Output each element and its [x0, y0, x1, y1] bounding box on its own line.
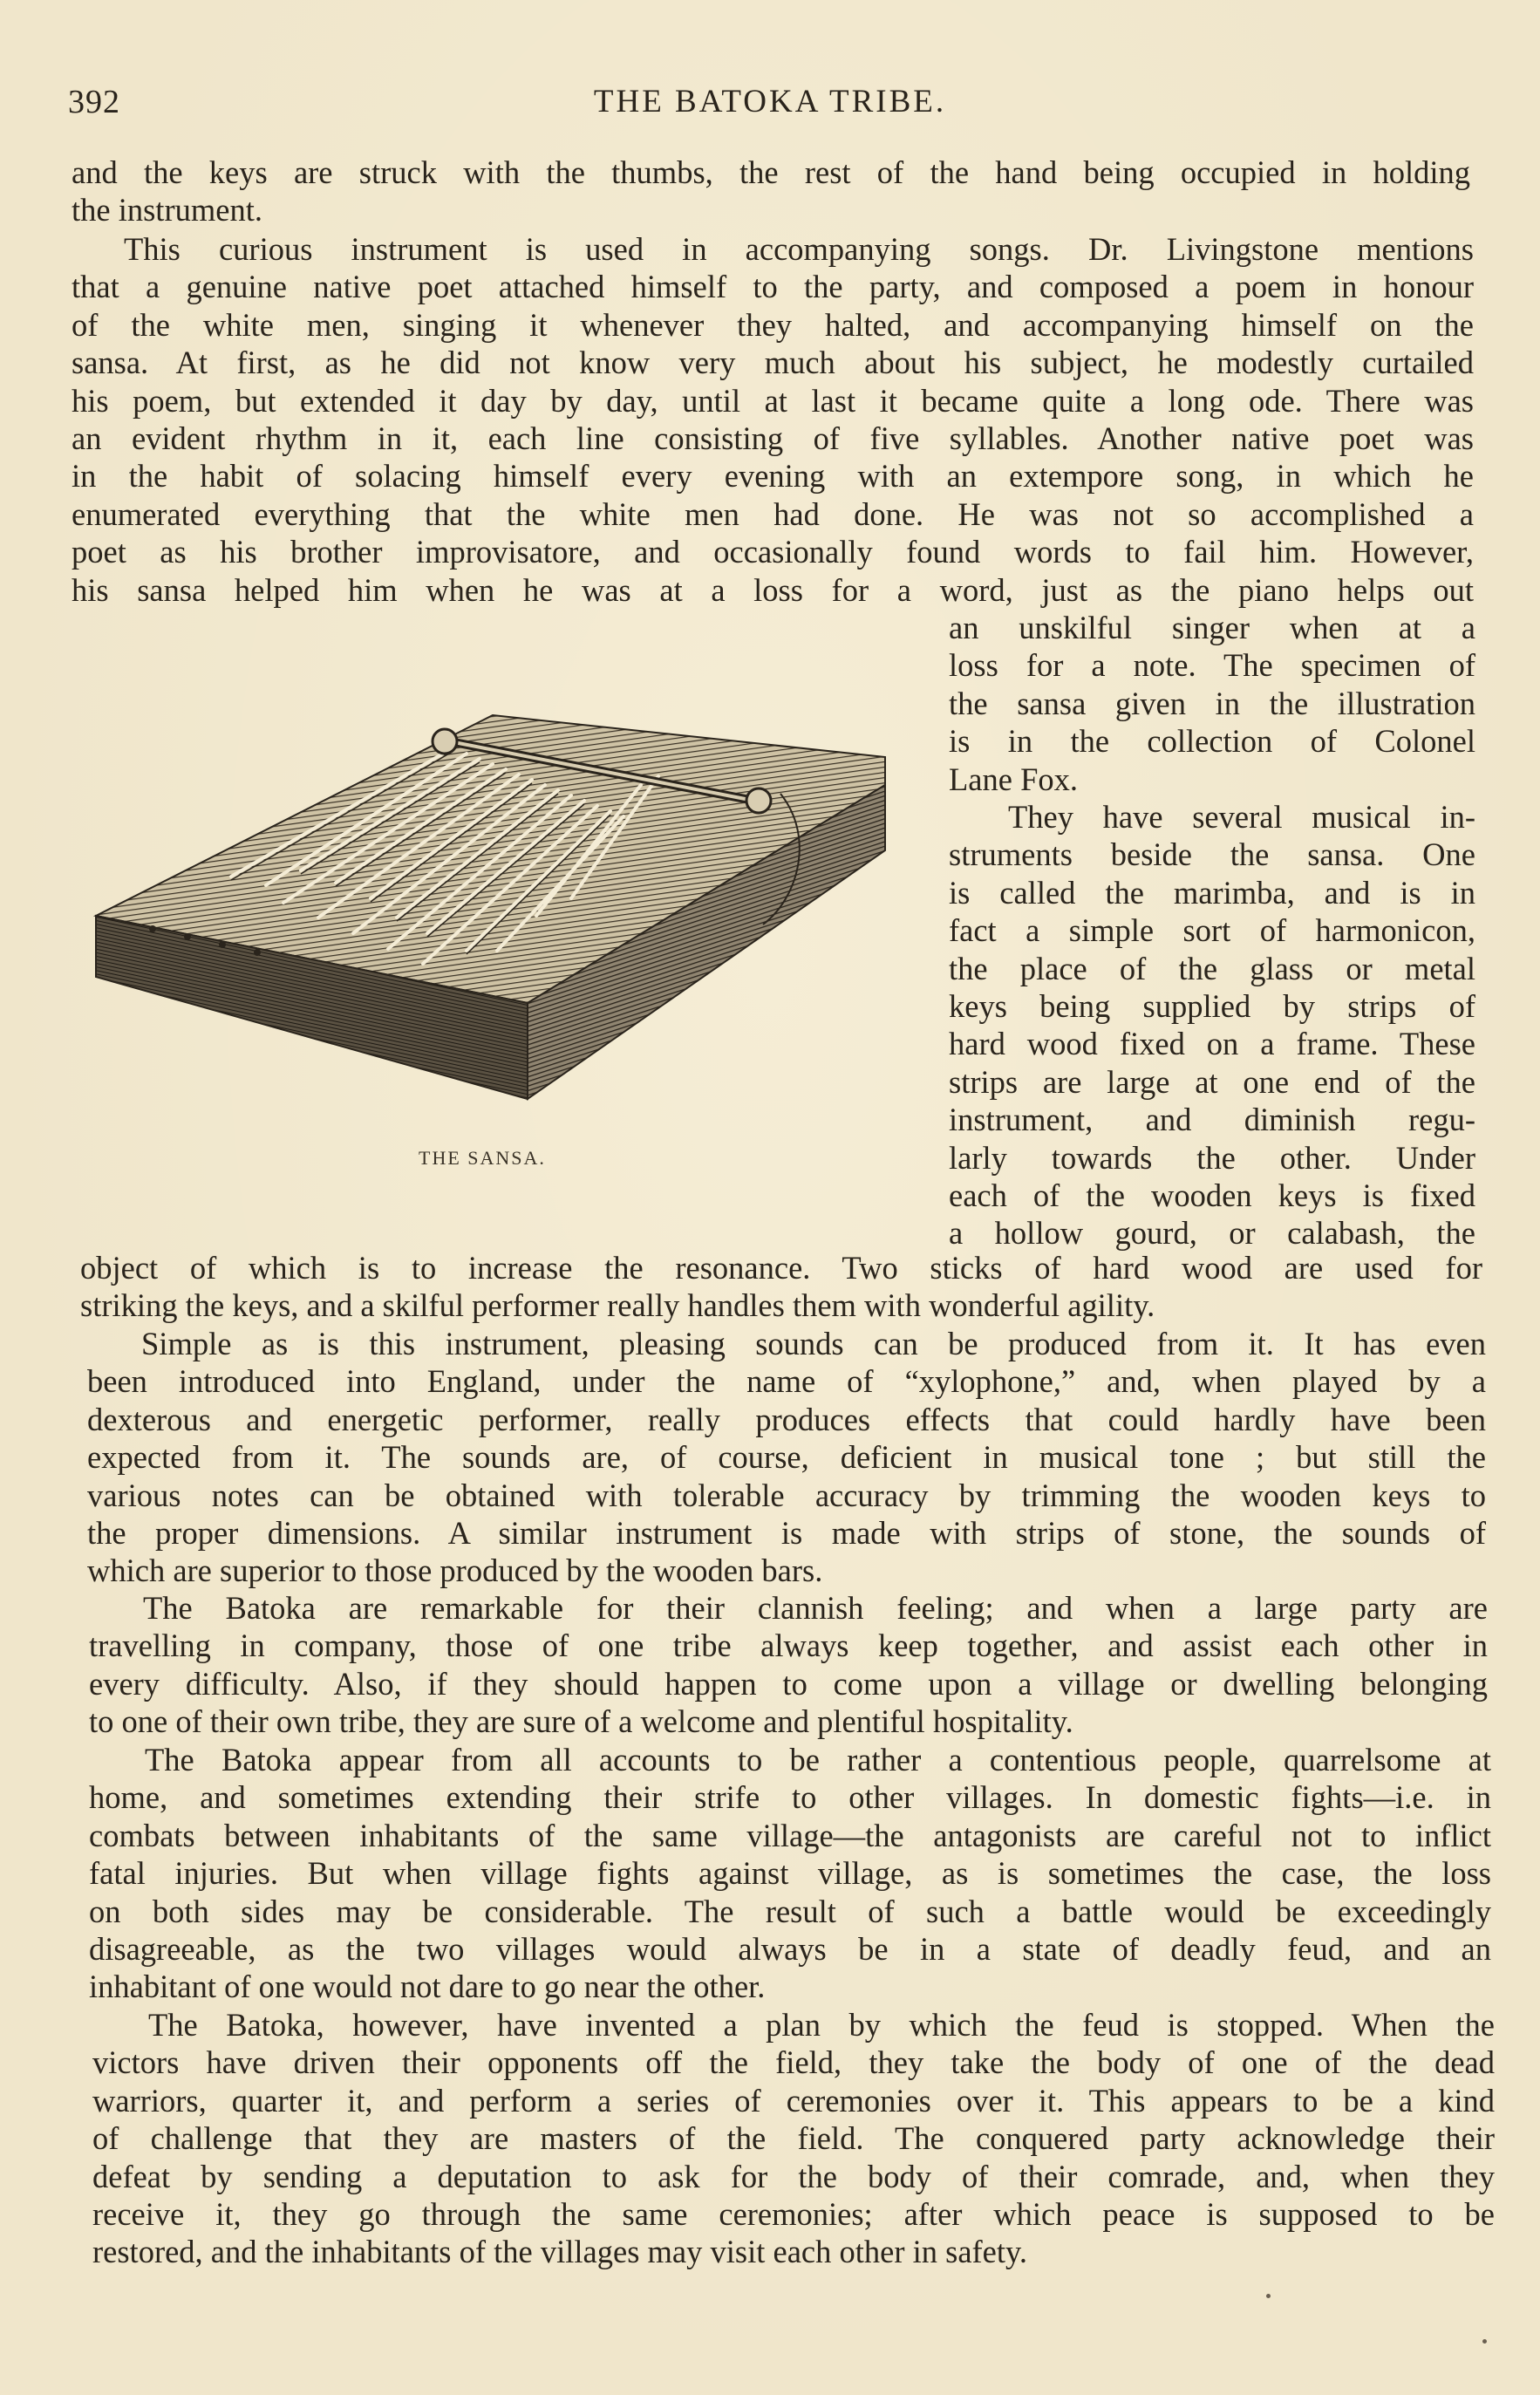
text-line: his poem, but extended it day by day, until at last it became quite a long ode. There was [72, 382, 1474, 419]
paragraph-3-full [80, 1249, 1482, 1325]
text-line: The Batoka, however, have invented a plan by which the feud is stopped. When the [148, 2007, 1495, 2043]
running-title: THE BATOKA TRIBE. [593, 84, 947, 119]
text-line: The Batoka appear from all accounts to be rather a contentious people, quarrelsome at [145, 1742, 1491, 1777]
text-line: is called the marimba, and is in [949, 874, 1475, 911]
text-line: is in the collection of Colonel [949, 723, 1475, 760]
text-line: instrument, and diminish regu- [949, 1102, 1475, 1138]
text-line: warriors, quarter it, and perform a series of ceremonies over it. This appears to be a kind [92, 2082, 1495, 2119]
paragraph-6 [89, 1741, 1491, 2006]
text-line: fatal injuries. But when village fights against village, as is sometimes the case, the loss [89, 1855, 1491, 1892]
text-line: striking the keys, and a skilful performer really handles them with wonderful agility. [80, 1287, 1155, 1324]
paragraph-2-full [72, 230, 1474, 609]
text-line: expected from it. The sounds are, of course, deficient in musical tone ; but still the [87, 1439, 1486, 1476]
figure-caption: THE SANSA. [419, 1147, 546, 1169]
text-line: each of the wooden keys is fixed [949, 1177, 1475, 1214]
text-line: a hollow gourd, or calabash, the [949, 1215, 1475, 1252]
text-line: the place of the glass or metal [949, 950, 1475, 986]
text-line: his sansa helped him when he was at a loss for a word, just as the piano helps out [72, 571, 1474, 608]
text-line: travelling in company, those of one tribe always keep together, and assist each other in [89, 1627, 1488, 1664]
text-line: struments beside the sansa. One [949, 836, 1475, 873]
text-line: Simple as is this instrument, pleasing sounds can be produced from it. It has even [141, 1326, 1486, 1361]
text-line: object of which is to increase the resonance. Two sticks of hard wood are used for [80, 1250, 1482, 1286]
text-line: which are superior to those produced by the wooden bars. [87, 1552, 823, 1589]
text-line: of challenge that they are masters of the field. The conquered party acknowledge their [92, 2120, 1495, 2157]
print-speck [1482, 2339, 1487, 2344]
sansa-illustration [83, 689, 894, 1129]
text-line: keys being supplied by strips of [949, 988, 1475, 1025]
paragraph-7 [92, 2006, 1495, 2271]
text-line: in the habit of solacing himself every evening with an extempore song, in which he [72, 458, 1474, 495]
text-line: the sansa given in the illustration [949, 685, 1475, 721]
text-line: that a genuine native poet attached himself to the party, and composed a poem in honour [72, 269, 1474, 305]
paragraph-4 [87, 1325, 1486, 1590]
text-line: been introduced into England, under the name of “xylophone,” and, when played by a [87, 1363, 1486, 1400]
text-line: dexterous and energetic performer, really produces effects that could hardly have been [87, 1401, 1486, 1437]
text-line: restored, and the inhabitants of the villages may visit each other in safety. [92, 2234, 1028, 2270]
text-line: loss for a note. The specimen of [949, 647, 1475, 684]
text-line: inhabitant of one would not dare to go near the other. [89, 1969, 766, 2005]
text-line: on both sides may be considerable. The result of such a battle would be exceedingly [89, 1893, 1491, 1929]
page-number: 392 [68, 84, 120, 120]
text-line: larly towards the other. Under [949, 1139, 1475, 1176]
text-line: of the white men, singing it whenever they halted, and accompanying himself on the [72, 306, 1474, 343]
text-line: victors have driven their opponents off the field, they take the body of one of the dead [92, 2044, 1495, 2081]
text-line: sansa. At first, as he did not know very much about his subject, he modestly curtailed [72, 345, 1474, 381]
text-line: the instrument. [72, 192, 262, 229]
text-line: and the keys are struck with the thumbs, the rest of the hand being occupied in holding [72, 154, 1470, 190]
page-header [68, 83, 1472, 135]
text-line: various notes can be obtained with tolerable accuracy by trimming the wooden keys to [87, 1477, 1486, 1513]
print-speck [1266, 2294, 1271, 2298]
text-line: an evident rhythm in it, each line consisting of five syllables. Another native poet was [72, 420, 1474, 457]
paragraph-2-narrow [949, 609, 1475, 798]
text-line: They have several musical in- [1008, 799, 1475, 835]
text-line: disagreeable, as the two villages would always be in a state of deadly feud, and an [89, 1931, 1491, 1968]
text-line: every difficulty. Also, if they should happen to come upon a village or dwelling belonging [89, 1665, 1488, 1702]
text-line: fact a simple sort of harmonicon, [949, 912, 1475, 949]
text-line: an unskilful singer when at a [949, 610, 1475, 645]
text-line: poet as his brother improvisatore, and occasionally found words to fail him. However, [72, 534, 1474, 570]
text-line: The Batoka are remarkable for their clannish feeling; and when a large party are [143, 1590, 1488, 1626]
text-line: defeat by sending a deputation to ask for the body of their comrade, and, when they [92, 2158, 1495, 2194]
text-line: Lane Fox. [949, 761, 1078, 797]
text-line: home, and sometimes extending their strife to other villages. In domestic fights—i.e. in [89, 1779, 1491, 1816]
paragraph-5 [89, 1589, 1488, 1741]
paragraph-1 [72, 154, 1470, 229]
text-line: hard wood fixed on a frame. These [949, 1026, 1475, 1062]
text-line: This curious instrument is used in accompanying songs. Dr. Livingstone mentions [124, 231, 1474, 267]
text-line: receive it, they go through the same ceremonies; after which peace is supposed to be [92, 2196, 1495, 2233]
paragraph-3-narrow [949, 798, 1475, 1252]
text-line: enumerated everything that the white men had done. He was not so accomplished a [72, 495, 1474, 532]
text-line: the proper dimensions. A similar instrument is made with strips of stone, the sounds of [87, 1515, 1486, 1552]
text-line: combats between inhabitants of the same village—the antagonists are careful not to inflict [89, 1817, 1491, 1853]
text-line: strips are large at one end of the [949, 1063, 1475, 1100]
text-line: to one of their own tribe, they are sure of a welcome and plentiful hospitality. [89, 1703, 1073, 1740]
